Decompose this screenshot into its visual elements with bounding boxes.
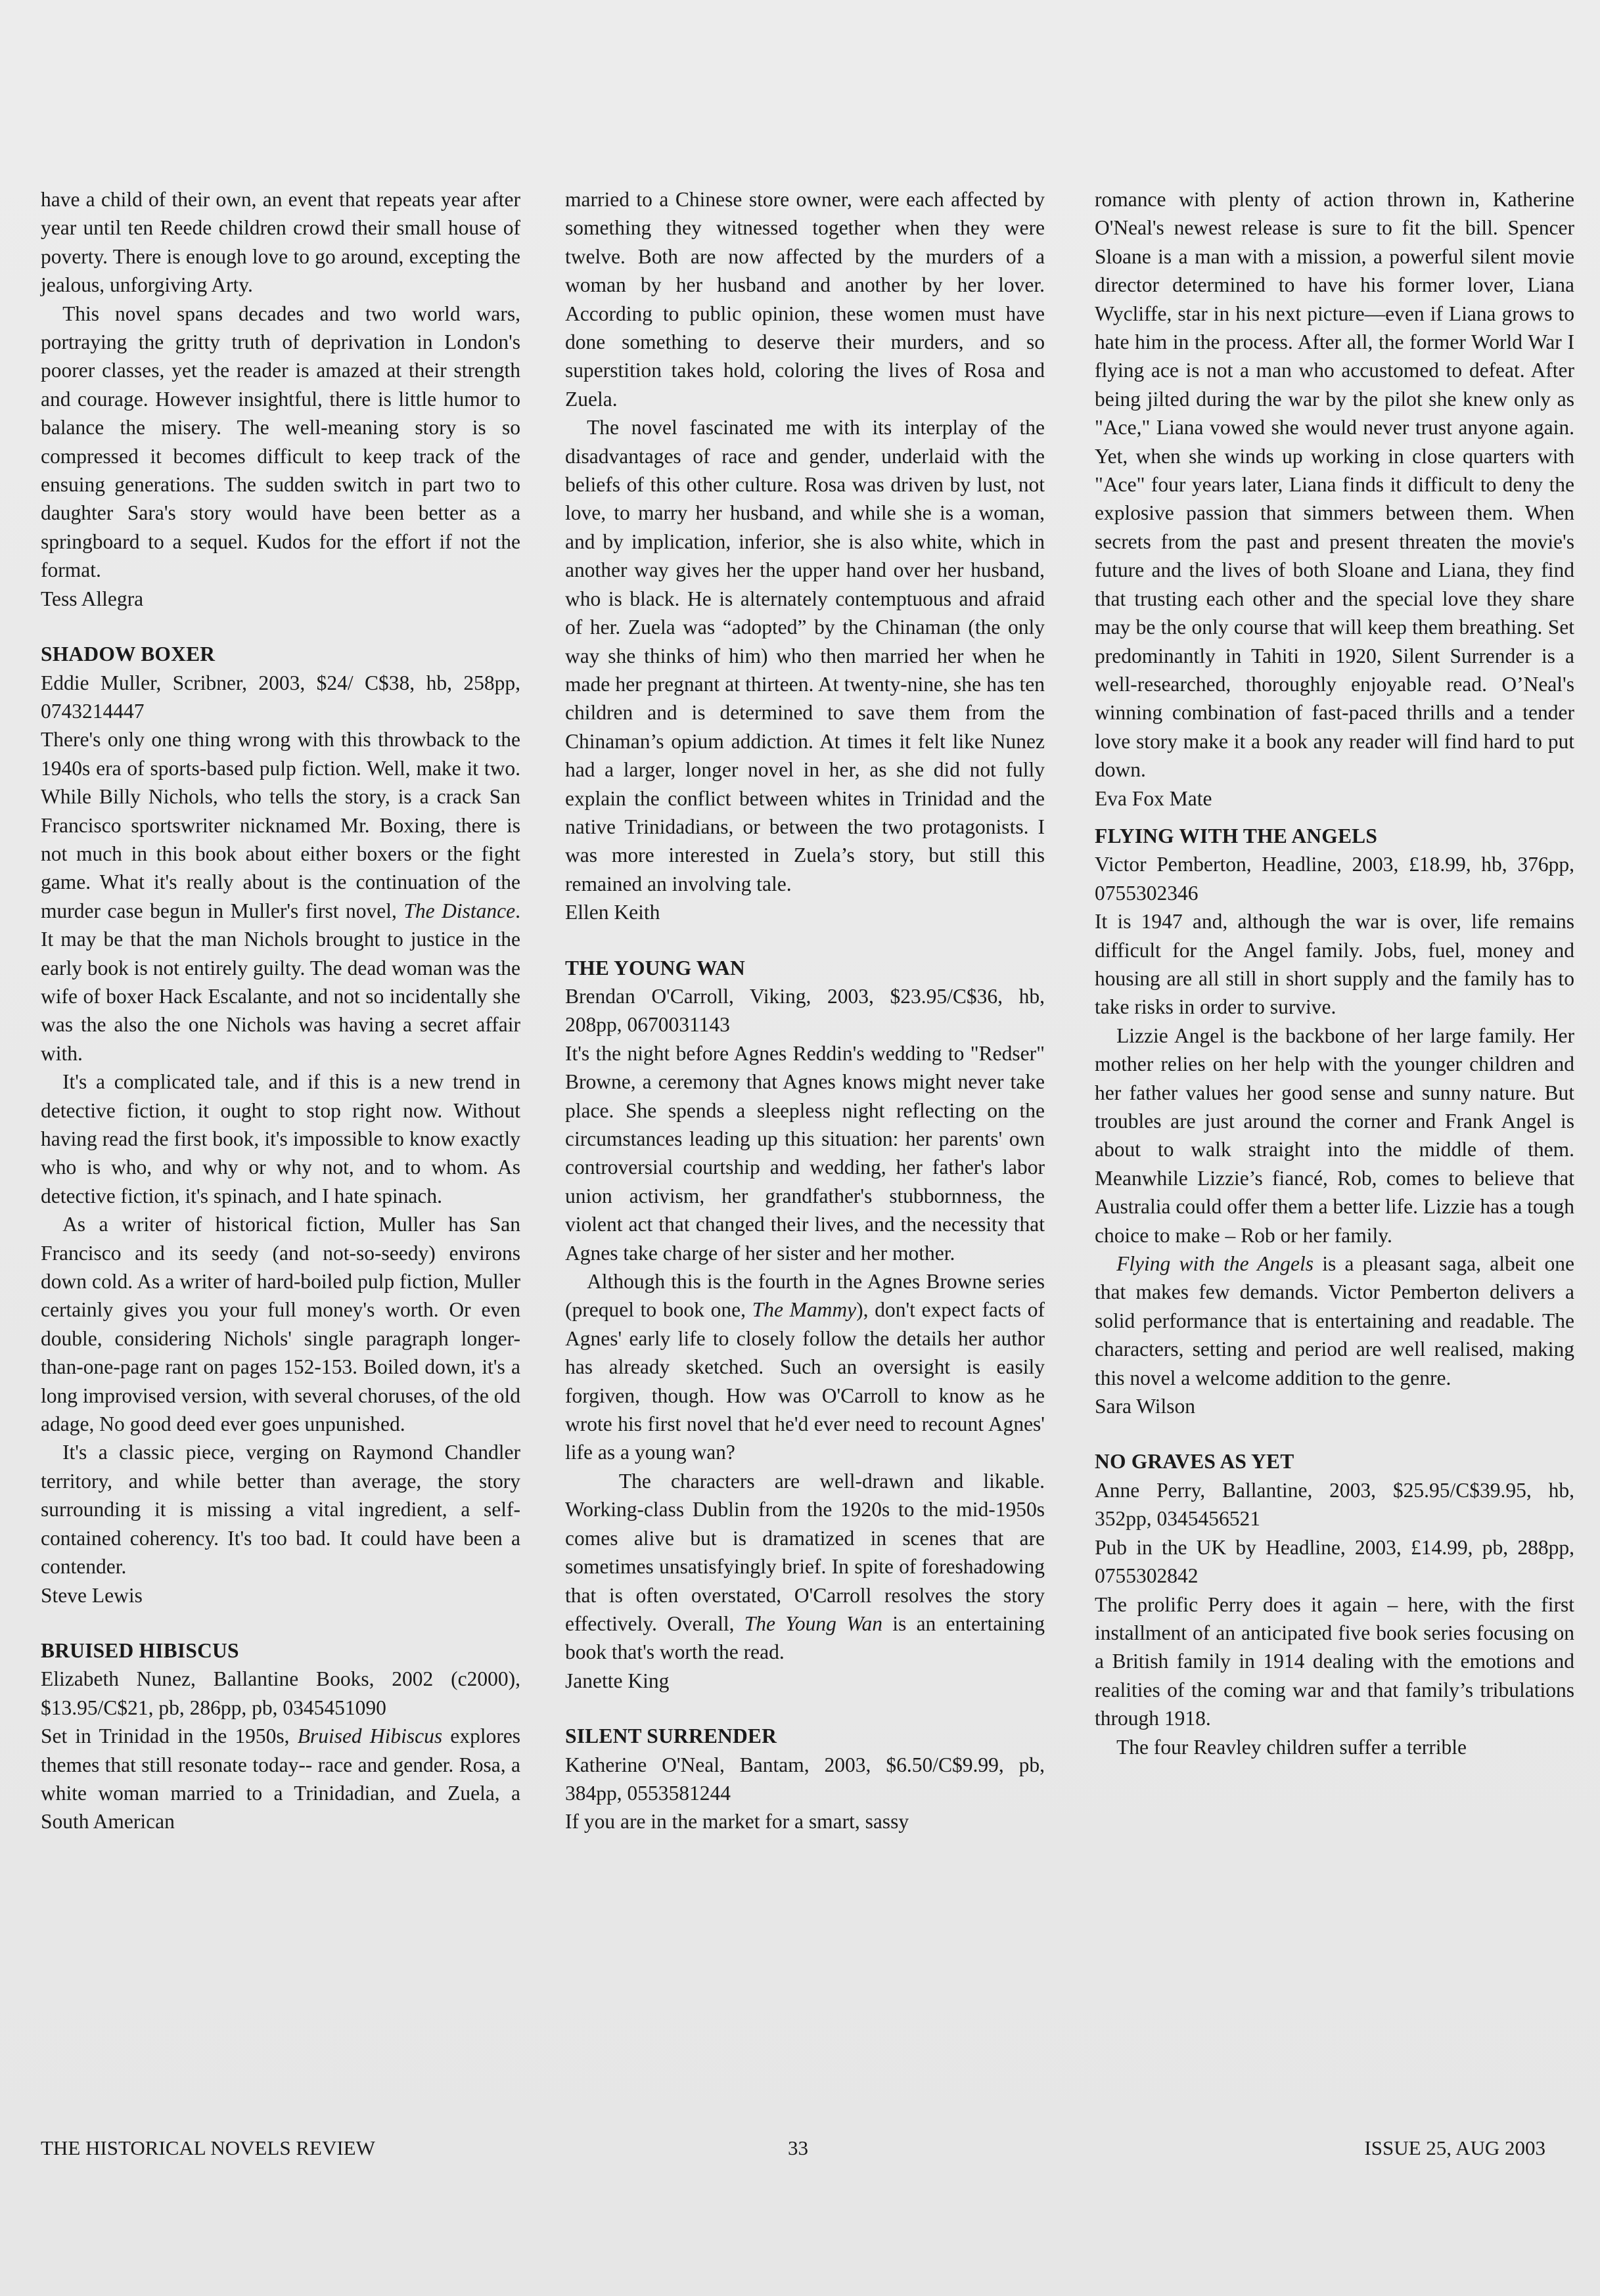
- reviewer-name: Sara Wilson: [1095, 1395, 1196, 1418]
- text-run: is a pleasant saga, albeit one that makes few demands. Victor Pemberton delivers a solid performance that is entertaining and readable. The characters, setting and period are well realised, making this novel a welcome addition to the genre.: [1095, 1252, 1574, 1389]
- book-details: Brendan O'Carroll, Viking, 2003, $23.95/C$36, hb, 208pp, 0670031143: [565, 984, 1045, 1037]
- page-number: 33: [788, 2136, 808, 2159]
- paragraph: [1095, 1249, 1574, 1392]
- paragraph: [41, 725, 520, 1068]
- review-title: NO GRAVES AS YET: [1095, 1450, 1294, 1474]
- paragraph: married to a Chinese store owner, were each affected by something they witnessed together when they were twelve. Both are now affected by the murders of a woman by her husband and another by her lover. According to public opinion, these women must have done something to deserve their murders, and so superstition takes hold, coloring the lives of Rosa and Zuela.: [565, 188, 1045, 411]
- reviewer-name: Ellen Keith: [565, 901, 660, 924]
- text-run: is an entertaining book that's worth the read.: [565, 1611, 1045, 1664]
- column-2: [565, 185, 1045, 1836]
- paragraph: It is 1947 and, although the war is over, life remains difficult for the Angel family. Jobs, fuel, money and housing are all still in short supply and the family has to take risks in order to survive.: [1095, 910, 1574, 1019]
- paragraph: It's a complicated tale, and if this is a new trend in detective fiction, it ought to stop right now. Without having read the first book, it's impossible to know exactly who is who, and why or why not, and to whom. As detective fiction, it's spinach, and I hate spinach.: [41, 1070, 520, 1207]
- paragraph: It's a classic piece, verging on Raymond Chandler territory, and while better than average, the story surrounding it is missing a vital ingredient, a self-contained coherency. It's too bad. It could have been a contender.: [41, 1441, 520, 1579]
- book-details-uk: Pub in the UK by Headline, 2003, £14.99, pb, 288pp, 0755302842: [1095, 1535, 1574, 1588]
- paragraph: As a writer of historical fiction, Muller has San Francisco and its seedy (and not-so-seedy) environs down cold. As a writer of hard-boiled pulp fiction, Muller certainly gives you your full money's worth. Or even double, considering Nichols' single paragraph longer-than-one-page rant on pages 152-153. Boiled down, it's a long improvised version, with several choruses, of the old adage, No good deed ever goes unpunished.: [41, 1213, 520, 1436]
- text-run: There's only one thing wrong with this throwback to the 1940s era of sports-based pulp fiction. Well, make it two. While Billy Nichols, who tells the story, is a crack San Francisco sportswriter nicknamed Mr. Boxing, there is not much in this book about either boxers or the fight game. What it's really about is the continuation of the murder case begun in Muller's first novel,: [41, 728, 520, 922]
- book-details: Victor Pemberton, Headline, 2003, £18.99, hb, 376pp, 0755302346: [1095, 853, 1574, 905]
- reviewer-name: Janette King: [565, 1669, 670, 1692]
- paragraph: The four Reavley children suffer a terrible: [1116, 1735, 1467, 1759]
- page-footer: [41, 2134, 1545, 2163]
- reviewer-name: Eva Fox Mate: [1095, 786, 1212, 810]
- book-title-italic: The Mammy: [752, 1298, 857, 1322]
- text-run: ), don't expect facts of Agnes' early life to closely follow the details her author has already sketched. Such an oversight is easily forgiven, though. How was O'Carroll to know as he wrote his first novel that he'd ever need to recount Agnes' life as a young wan?: [565, 1298, 1045, 1464]
- review-title: SILENT SURRENDER: [565, 1724, 777, 1748]
- column-3: [1095, 185, 1574, 1761]
- text-run: explores themes that still resonate today-- race and gender. Rosa, a white woman married to a Trinidadian, and Zuela, a South American: [41, 1724, 520, 1834]
- reviewer-name: Tess Allegra: [41, 587, 144, 610]
- paragraph: The novel fascinated me with its interplay of the disadvantages of race and gender, underlaid with the beliefs of this other culture. Rosa was driven by lust, not love, to marry her husband, and while she is a woman, and by implication, inferior, she is also white, which in another way gives her the upper hand over her husband, who is black. He is alternately contemptuous and afraid of her. Zuela was “adopted” by the Chinaman (the only way she thinks of him) who then married her when he made her pregnant at thirteen. At twenty-nine, she has ten children and is determined to save them from the Chinaman’s opium addiction. At times it felt like Nunez had a larger, longer novel in her, as she did not fully explain the conflict between whites in Trinidad and the native Trinidadians, or between the two protagonists. I was more interested in Zuela’s story, but still this remained an involving tale.: [565, 416, 1045, 895]
- book-title-italic: The Distance: [403, 899, 516, 922]
- book-details: Anne Perry, Ballantine, 2003, $25.95/C$39.95, hb, 352pp, 0345456521: [1095, 1478, 1574, 1531]
- review-title: FLYING WITH THE ANGELS: [1095, 824, 1378, 847]
- book-details: Elizabeth Nunez, Ballantine Books, 2002 (c2000), $13.95/C$21, pb, 286pp, pb, 0345451090: [41, 1667, 520, 1719]
- review-title: THE YOUNG WAN: [565, 956, 745, 979]
- paragraph: The prolific Perry does it again – here, with the first installment of an anticipated five book series focusing on a British family in 1914 dealing with the emotions and realities of the coming war and that family’s tribulations through 1918.: [1095, 1592, 1574, 1730]
- book-title-italic: The Young Wan: [744, 1611, 883, 1635]
- text-run: Set in Trinidad in the 1950s,: [41, 1724, 298, 1748]
- book-title-italic: Bruised Hibiscus: [297, 1724, 443, 1748]
- paragraph: [565, 1267, 1045, 1467]
- paragraph: [565, 1467, 1045, 1667]
- paragraph: It's the night before Agnes Reddin's wedding to "Redser" Browne, a ceremony that Agnes knows might never take place. She spends a sleepless night reflecting on the circumstances leading up this situation: her parents' own controversial courtship and wedding, her father's labor union activism, her grandfather's stubbornness, the violent act that changed their lives, and the necessity that Agnes take charge of her sister and her mother.: [565, 1041, 1045, 1265]
- column-1: [41, 185, 520, 1836]
- publication-name: THE HISTORICAL NOVELS REVIEW: [41, 2136, 375, 2159]
- paragraph: Lizzie Angel is the backbone of her large family. Her mother relies on her help with the younger children and her father values her good sense and sunny nature. But troubles are just around the corner and Frank Angel is about to walk straight into the middle of them. Meanwhile Lizzie’s fiancé, Rob, comes to believe that Australia could offer them a better life. Lizzie has a tough choice to make – Rob or her family.: [1095, 1024, 1574, 1247]
- book-title-italic: Flying with the Angels: [1116, 1252, 1314, 1276]
- paragraph: If you are in the market for a smart, sassy: [565, 1810, 909, 1834]
- review-title: BRUISED HIBISCUS: [41, 1638, 239, 1662]
- text-run: Although this is the fourth in the Agnes Browne series (prequel to book one,: [565, 1270, 1045, 1322]
- book-details: Katherine O'Neal, Bantam, 2003, $6.50/C$9.99, pb, 384pp, 0553581244: [565, 1753, 1045, 1805]
- paragraph: This novel spans decades and two world wars, portraying the gritty truth of deprivation in London's poorer classes, yet the reader is amazed at their strength and courage. However insightful, there is little humor to balance the misery. The well-meaning story is so compressed it becomes difficult to keep track of the ensuing generations. The sudden switch in part two to daughter Sara's story would have been better as a springboard to a sequel. Kudos for the effort if not the format.: [41, 302, 520, 582]
- paragraph: have a child of their own, an event that repeats year after year until ten Reede children crowd their small house of poverty. There is enough love to go around, excepting the jealous, unforgiving Arty.: [41, 188, 520, 297]
- reviewer-name: Steve Lewis: [41, 1583, 143, 1607]
- text-run: . It may be that the man Nichols brought to justice in the early book is not entirely guilty. The dead woman was the wife of boxer Hack Escalante, and not so incidentally she was the also the one Nichols was having a secret affair with.: [41, 899, 520, 1065]
- paragraph: [41, 1722, 520, 1836]
- text-run: The characters are well-drawn and likable. Working-class Dublin from the 1920s to the mid-1950s comes alive but is dramatized in scenes that are sometimes unsatisfyingly brief. In spite of foreshadowing that is often overstated, O'Carroll resolves the story effectively. Overall,: [565, 1469, 1045, 1635]
- paragraph: romance with plenty of action thrown in, Katherine O'Neal's newest release is sure to fit the bill. Spencer Sloane is a man with a mission, a powerful silent movie director determined to have his former lover, Liana Wycliffe, star in his next picture—even if Liana grows to hate him in the process. After all, the former World War I flying ace is not a man who accustomed to defeat. After being jilted during the war by the pilot she knew only as "Ace," Liana vowed she would never trust anyone again. Yet, when she winds up working in close quarters with "Ace" four years later, Liana finds it difficult to deny the explosive passion that simmers between them. When secrets from the past and present threaten the movie's future and the lives of both Sloane and Liana, they find that trusting each other and the special love they share may be the only course that will keep them breathing. Set predominantly in Tahiti in 1920, Silent Surrender is a well-researched, thoroughly enjoyable read. O’Neal's winning combination of fast-paced thrills and a tender love story make it a book any reader will find hard to put down.: [1095, 188, 1574, 782]
- issue-info: ISSUE 25, AUG 2003: [1364, 2136, 1545, 2159]
- book-details: Eddie Muller, Scribner, 2003, $24/ C$38, hb, 258pp, 0743214447: [41, 671, 520, 723]
- review-title: SHADOW BOXER: [41, 642, 216, 666]
